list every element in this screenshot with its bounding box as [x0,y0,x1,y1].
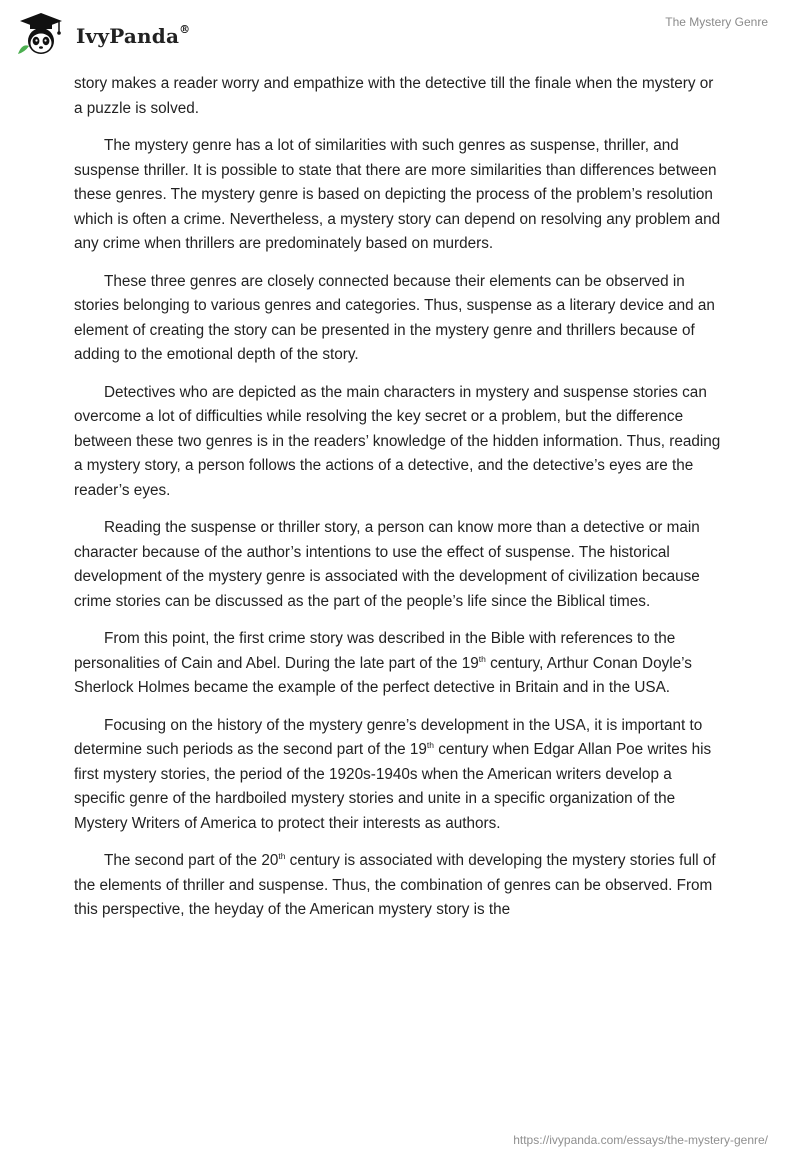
paragraph-text: Focusing on the history of the mystery genre’s development in the USA, it is important to determine such periods as the second part of the 19 [74,716,703,758]
paragraph-text: The second part of the 20 [104,852,279,869]
paragraph [74,849,726,923]
source-url-link[interactable]: https://ivypanda.com/essays/the-mystery-genre/ [513,1133,768,1147]
paragraph [74,714,726,837]
panda-graduate-logo-icon [16,10,66,56]
paragraph-continued: story makes a reader worry and empathize with the detective till the finale when the mystery or a puzzle is solved. [74,75,714,117]
registered-mark: ® [179,23,191,37]
ordinal-suffix: th [426,739,434,750]
paragraph [74,627,726,701]
page-header [0,0,800,66]
essay-body [74,72,726,936]
brand-name-text: IvyPanda [76,24,180,48]
paragraph-text: century when Edgar Allan Poe writes his first mystery stories, the period of the 1920s-1940s when the American writers develop a specific genre of the hardboiled mystery stories and unite in a specific organization of the Mystery Writers of America to protect their interests as authors. [74,741,712,832]
document-title: The Mystery Genre [665,15,768,29]
paragraph: Reading the suspense or thriller story, a person can know more than a detective or main character because of the author’s intentions to use the effect of suspense. The historical development of the mystery genre is associated with the development of civilization because crime stories can be discussed as the part of the people’s life since the Biblical times. [74,519,700,610]
paragraph-text: century, Arthur Conan Doyle’s Sherlock Holmes became the example of the perfect detective in Britain and in the USA. [74,654,692,696]
paragraph: Detectives who are depicted as the main characters in mystery and suspense stories can overcome a lot of difficulties while resolving the key secret or a problem, but the difference between these two genres is in the readers’ knowledge of the hidden information. Thus, reading a mystery story, a person follows the actions of a detective, and the detective’s eyes are the reader’s eyes. [74,383,721,499]
ordinal-suffix: th [478,653,486,664]
paragraph: These three genres are closely connected because their elements can be observed in stories belonging to various genres and categories. Thus, suspense as a literary device and an element of creating the story can be presented in the mystery genre and thrillers because of adding to the emotional depth of the story. [74,272,715,363]
paragraph-text: century is associated with developing the mystery stories full of the elements of thriller and suspense. Thus, the combination of genres can be observed. From this perspective, the heyday of the American mystery story is the [74,852,716,918]
paragraph-text: From this point, the first crime story was described in the Bible with references to the personalities of Cain and Abel. During the late part of the 19 [74,630,676,672]
brand-logo[interactable] [16,10,190,56]
ordinal-suffix: th [278,850,286,861]
paragraph: The mystery genre has a lot of similarities with such genres as suspense, thriller, and suspense thriller. It is possible to state that there are more similarities than differences between these genres. The mystery genre is based on depicting the process of the problem’s resolution which is often a crime. Nevertheless, a mystery story can depend on resolving any problem and any crime when thrillers are predominately based on murders. [74,137,721,252]
brand-name [76,24,190,48]
